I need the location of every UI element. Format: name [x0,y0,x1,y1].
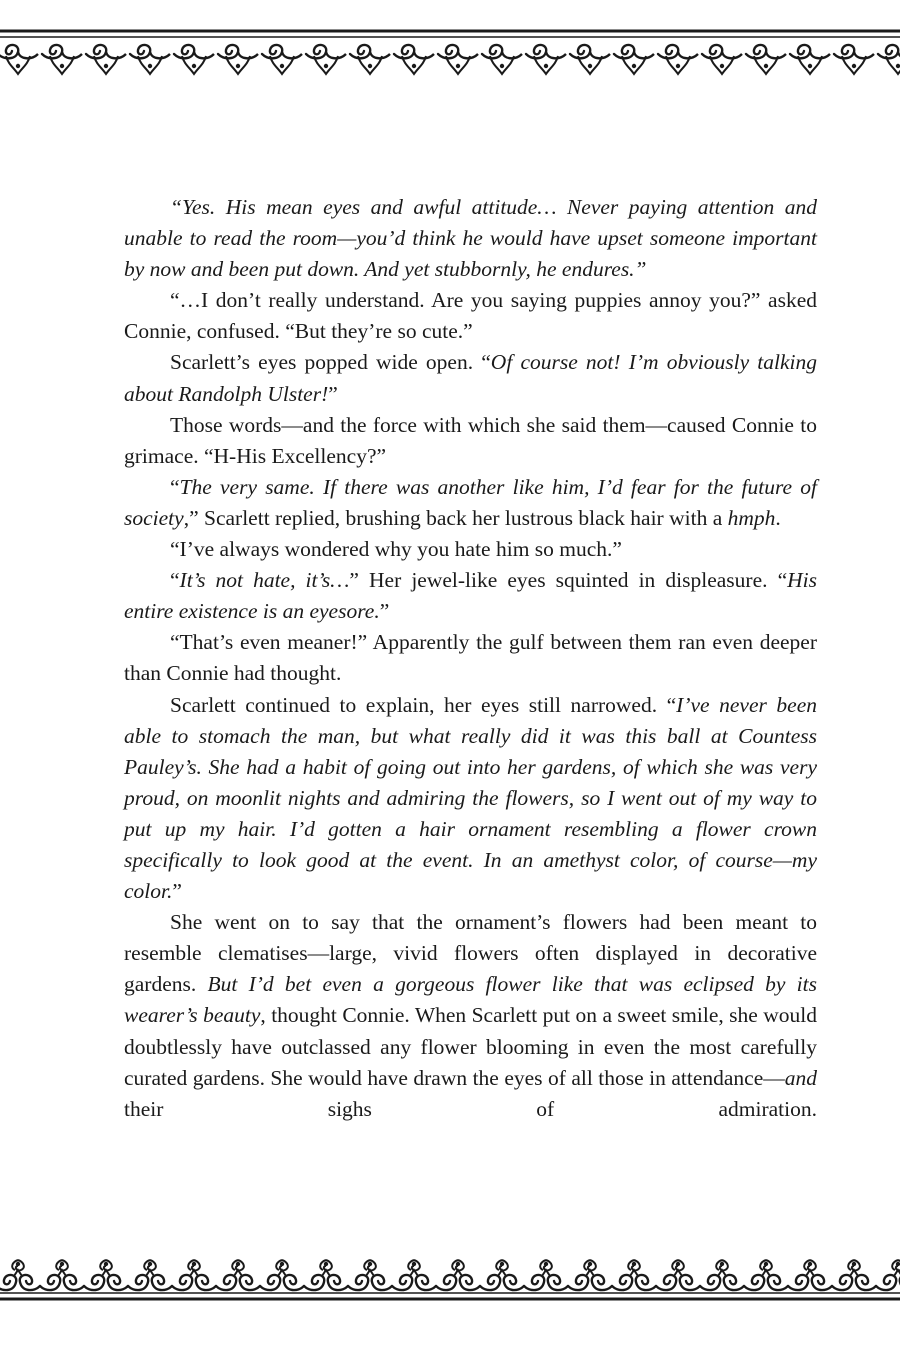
border-flourish-icon [790,45,830,74]
text-run: ” Her jewel-like eyes squinted in displeasure. “ [349,568,788,593]
border-flourish-icon [526,45,566,74]
border-flourish-icon [614,45,654,74]
border-flourish-icon [128,1260,172,1290]
text-run: . [775,505,781,530]
text-run: “That’s even meaner!” Apparently the gulf between them ran even deeper than Connie had thought. [124,630,817,686]
border-flourish-icon [86,45,126,74]
text-run: “I’ve always wondered why you hate him so much.” [170,537,622,562]
border-flourish-icon [304,1260,348,1290]
text-run: , thought Connie. When Scarlett put on a sweet smile, she would doubtlessly have outclassed any flower blooming in even the most carefully curated gardens. She would have drawn the eyes of all those in attendance— [124,1003,818,1090]
border-flourish-icon [834,45,874,74]
border-flourish-icon [876,1260,900,1290]
paragraph [124,410,817,472]
text-run: “…I don’t really understand. Are you saying puppies annoy you?” asked Connie, confused. “But they’re so cute.” [124,288,817,344]
border-flourish-icon [482,45,522,74]
bottom-ornamental-border [0,1252,900,1302]
border-flourish-icon [570,45,610,74]
paragraph [124,534,817,565]
italic-run: It’s not hate, it’s… [179,568,350,593]
top-ornamental-border [0,28,900,76]
text-run: ” [379,599,390,624]
italic-run: His entire existence is an eyesore. [124,568,817,624]
text-run: Scarlett’s eyes popped wide open. “ [170,350,491,375]
italic-run: Of course not! I’m obviously talking about Randolph Ulster! [124,350,817,406]
paragraph [124,285,817,347]
border-flourish-icon [832,1260,876,1290]
border-flourish-icon [656,1260,700,1290]
border-flourish-icon [174,45,214,74]
border-flourish-icon [172,1260,216,1290]
border-flourish-icon [746,45,786,74]
page-body-text [124,192,817,1125]
border-flourish-icon [788,1260,832,1290]
paragraph [124,907,817,1125]
border-flourish-icon [702,45,742,74]
border-flourish-icon [218,45,258,74]
italic-run: But I’d bet even a gorgeous flower like that was eclipsed by its wearer’s beauty [124,972,817,1028]
paragraph [124,627,817,689]
border-flourish-icon [436,1260,480,1290]
border-flourish-icon [878,45,900,74]
text-run: their sighs of admiration. [124,1096,817,1121]
italic-run: hmph [727,505,776,530]
paragraph [124,347,817,409]
paragraph [124,565,817,627]
border-flourish-icon [0,45,38,74]
paragraph [124,472,817,534]
paragraph [124,192,817,285]
border-flourish-icon [84,1260,128,1290]
border-flourish-icon [262,45,302,74]
border-flourish-icon [130,45,170,74]
border-flourish-icon [0,1260,40,1290]
italic-run: “Yes. His mean eyes and awful attitude… Never paying attention and unable to read the room—you’d think he would have upset someone important by now and been put down. And yet stubbornly, he endures.” [124,195,817,282]
border-flourish-icon [480,1260,524,1290]
text-run: Those words—and the force with which she said them—caused Connie to grimace. “H-His Excellency?” [124,412,817,468]
text-run: ” [328,381,338,406]
border-flourish-icon [612,1260,656,1290]
border-flourish-icon [658,45,698,74]
border-flourish-icon [40,1260,84,1290]
border-flourish-icon [744,1260,788,1290]
border-flourish-icon [438,45,478,74]
border-flourish-icon [42,45,82,74]
border-flourish-icon [350,45,390,74]
paragraph [124,690,817,908]
border-flourish-icon [392,1260,436,1290]
border-flourish-icon [394,45,434,74]
border-flourish-icon [700,1260,744,1290]
border-flourish-icon [348,1260,392,1290]
border-flourish-icon [306,45,346,74]
text-run: Scarlett continued to explain, her eyes still narrowed. “ [170,692,677,717]
border-flourish-icon [568,1260,612,1290]
italic-run: and [784,1065,817,1090]
italic-run: The very same. If there was another like him, I’d fear for the future of society [124,474,817,530]
text-run: “ [170,568,180,593]
text-run: ,” Scarlett replied, brushing back her lustrous black hair with a [183,505,728,530]
border-flourish-icon [524,1260,568,1290]
border-flourish-icon [216,1260,260,1290]
text-run: ” [172,879,182,904]
italic-run: I’ve never been able to stomach the man, but what really did it was this ball at Countess Pauley’s. She had a habit of going out into her gardens, of which she was very proud, on moonlit nights and admiring the flowers, so I went out of my way to put up my hair. I’d gotten a hair ornament resembling a flower crown specifically to look good at the event. In an amethyst color, of course—my color. [124,692,817,904]
text-run: She went on to say that the ornament’s flowers had been meant to resemble clematises—large, vivid flowers often displayed in decorative gardens. [124,910,817,997]
border-flourish-icon [260,1260,304,1290]
text-run: “ [170,474,180,499]
